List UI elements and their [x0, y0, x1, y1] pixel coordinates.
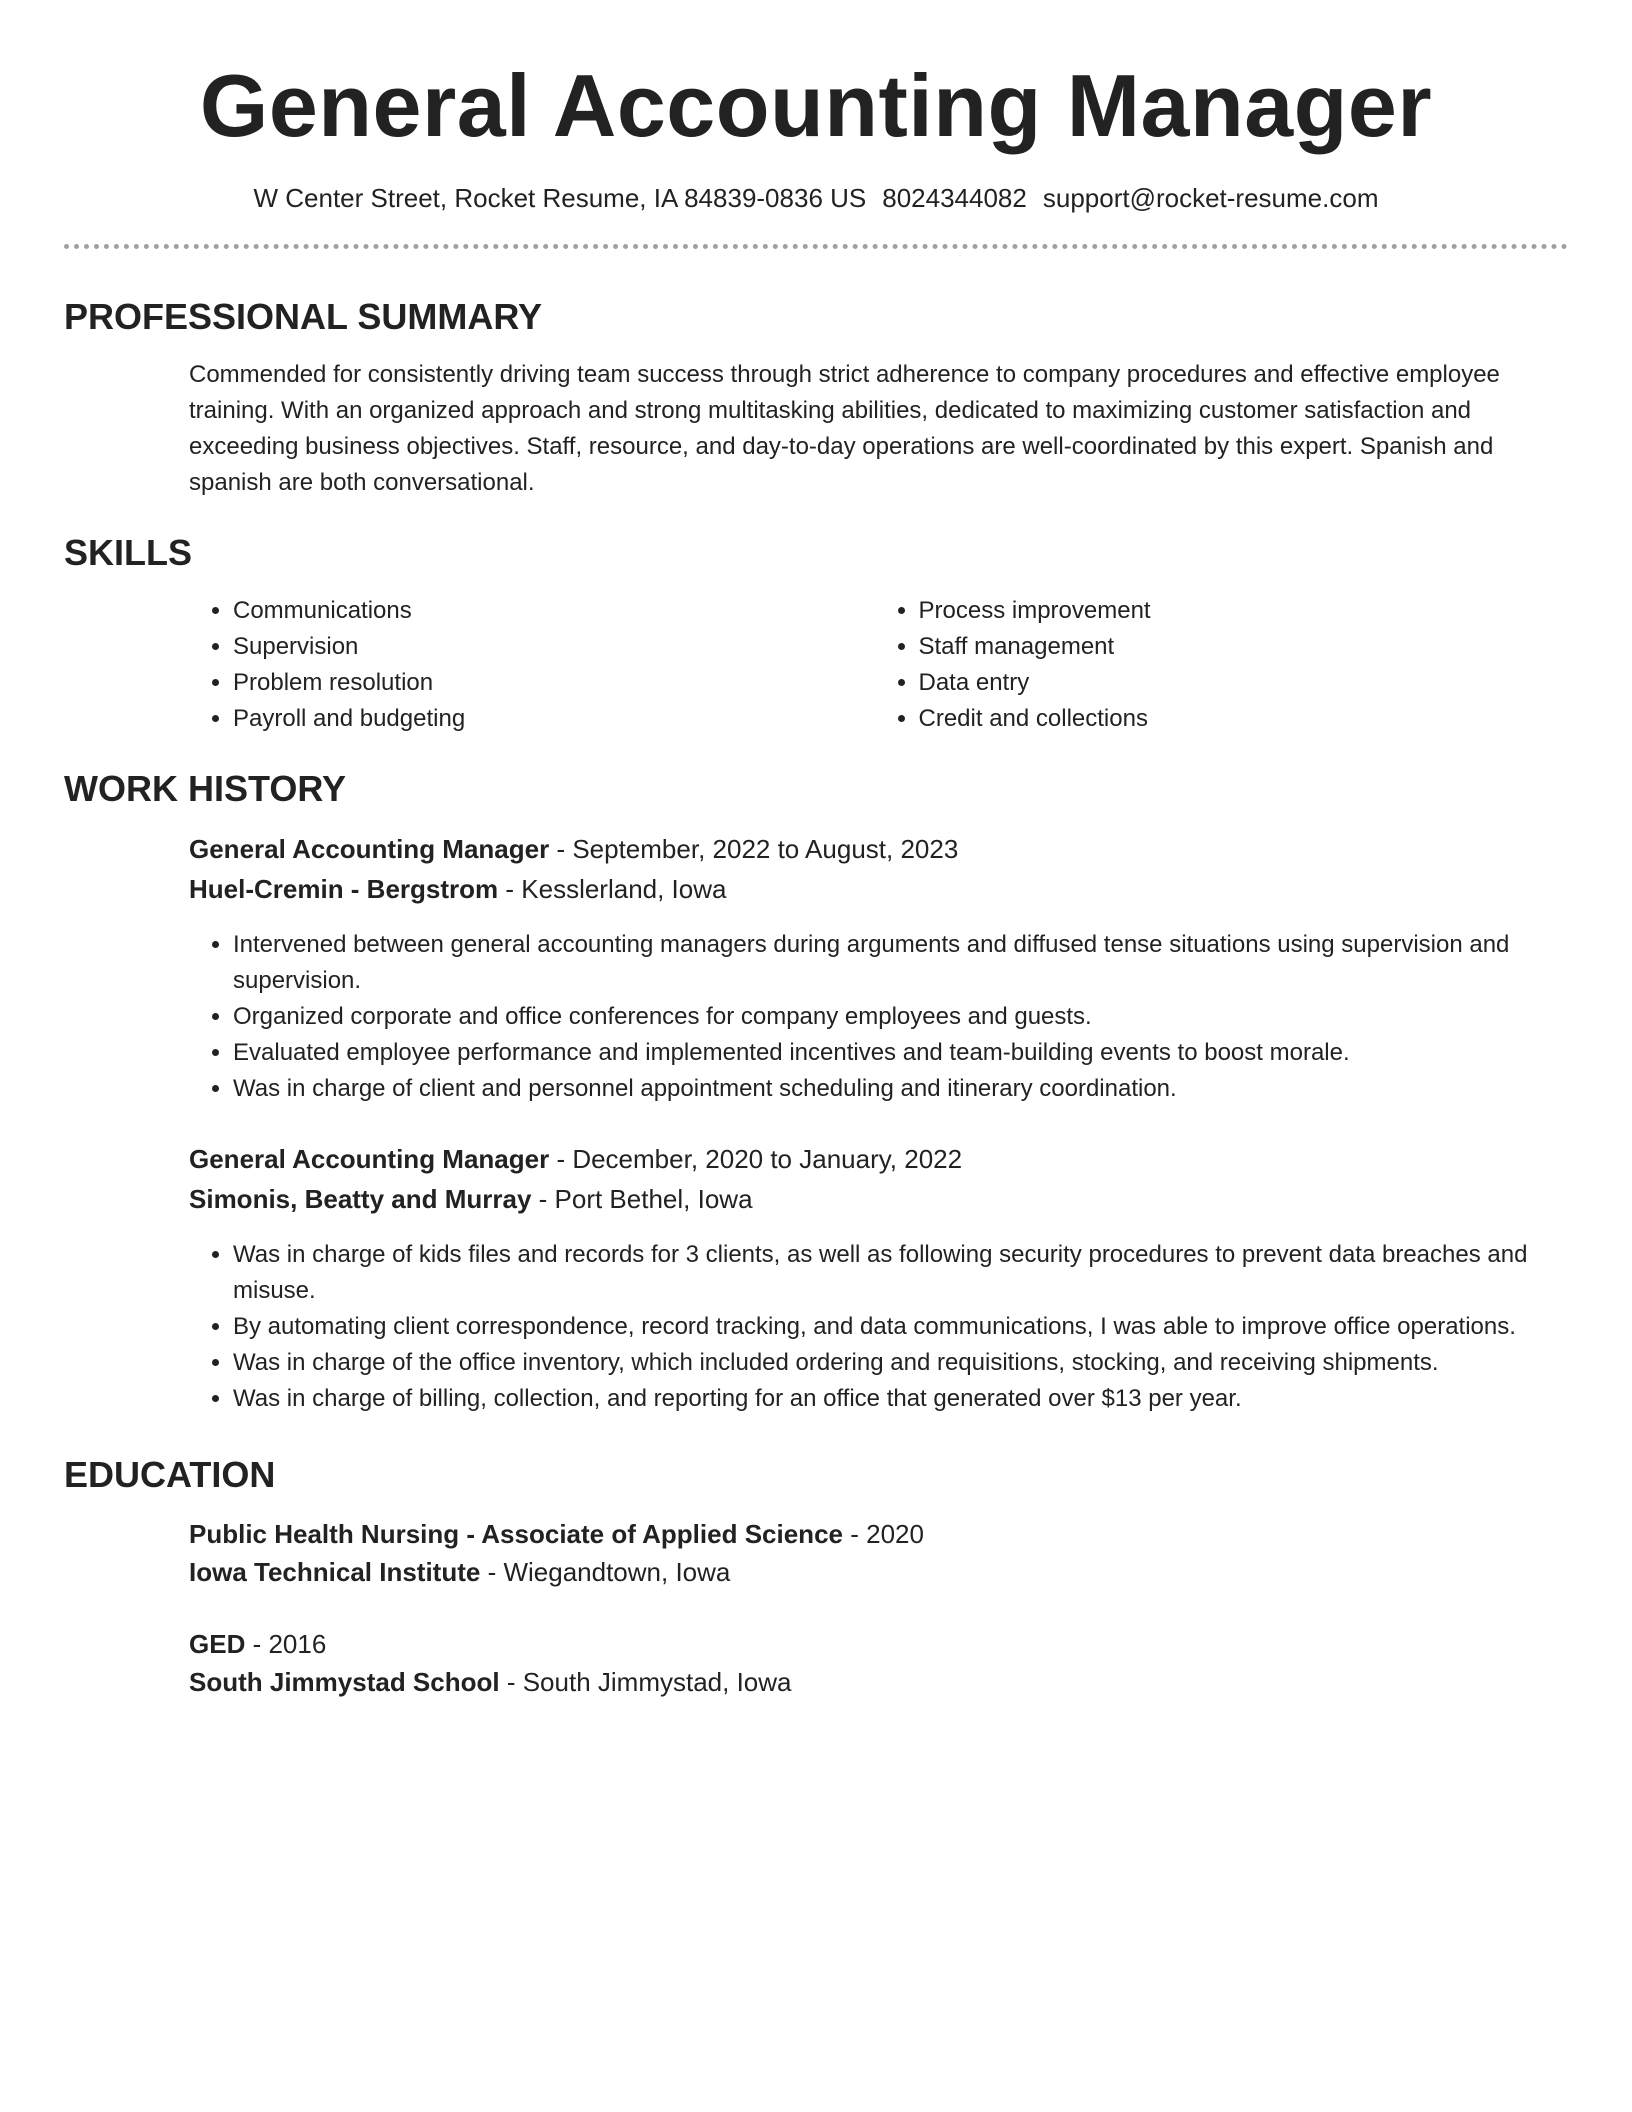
- skill-item: • Supervision: [233, 629, 875, 665]
- education-entry: [189, 1625, 1560, 1701]
- skills-heading: SKILLS: [64, 532, 193, 573]
- summary-section: [64, 293, 1568, 501]
- job-bullet: • Was in charge of the office inventory, which included ordering and requisitions, stocking, and receiving shipments.: [233, 1345, 1560, 1381]
- education-degree-line: [189, 1625, 1560, 1663]
- skill-item: • Payroll and budgeting: [233, 701, 875, 737]
- contact-email: support@rocket-resume.com: [1042, 183, 1379, 213]
- job-bullets: [189, 1237, 1560, 1417]
- contact-phone: 8024344082: [882, 183, 1027, 213]
- skill-item: • Data entry: [919, 665, 1561, 701]
- job-company: Simonis, Beatty and Murray: [189, 1184, 532, 1214]
- summary-text: Commended for consistently driving team success through strict adherence to company procedures and effective employee training. With an organized approach and strong multitasking abilities, dedicated to maximizing customer satisfaction and exceeding business objectives. Staff, resource, and day-to-day operations are well-coordinated by this expert. Spanish and spanish are both conversational.: [189, 361, 1500, 496]
- job-bullet: • Organized corporate and office conferences for company employees and guests.: [233, 999, 1560, 1035]
- education-location: - Wiegandtown, Iowa: [480, 1557, 731, 1587]
- education-year: - 2016: [245, 1629, 327, 1659]
- skill-item: • Process improvement: [919, 593, 1561, 629]
- job-title-line: [189, 829, 1560, 869]
- skill-item: • Communications: [233, 593, 875, 629]
- job-role: General Accounting Manager: [189, 1144, 550, 1174]
- job-role: General Accounting Manager: [189, 834, 550, 864]
- job-location: - Kesslerland, Iowa: [498, 874, 727, 904]
- job-dates: - December, 2020 to January, 2022: [549, 1144, 963, 1174]
- summary-body: [189, 357, 1560, 501]
- candidate-name: General Accounting Manager: [199, 56, 1433, 155]
- job-company: Huel-Cremin - Bergstrom: [189, 874, 499, 904]
- skill-item: • Problem resolution: [233, 665, 875, 701]
- header-divider: [64, 244, 1568, 249]
- job-entry: [189, 829, 1560, 1107]
- skills-column-right: [875, 593, 1561, 737]
- education-school: South Jimmystad School: [189, 1667, 500, 1697]
- job-company-line: [189, 1179, 1560, 1219]
- education-heading: EDUCATION: [64, 1454, 276, 1495]
- education-school-line: [189, 1553, 1560, 1591]
- skills-list: [189, 593, 1560, 737]
- job-bullet: • Was in charge of client and personnel appointment scheduling and itinerary coordination.: [233, 1071, 1560, 1107]
- job-bullet: • By automating client correspondence, record tracking, and data communications, I was able to improve office operations.: [233, 1309, 1560, 1345]
- job-dates: - September, 2022 to August, 2023: [549, 834, 959, 864]
- job-bullet: • Intervened between general accounting managers during arguments and diffused tense situations using supervision and supervision.: [233, 927, 1560, 999]
- education-school: Iowa Technical Institute: [189, 1557, 481, 1587]
- education-degree-line: [189, 1515, 1560, 1553]
- job-bullet: • Was in charge of kids files and records for 3 clients, as well as following security procedures to prevent data breaches and misuse.: [233, 1237, 1560, 1309]
- education-section: [64, 1451, 1568, 1701]
- job-location: - Port Bethel, Iowa: [531, 1184, 753, 1214]
- education-degree: GED: [189, 1629, 246, 1659]
- work-history-heading: WORK HISTORY: [64, 768, 347, 809]
- job-title-line: [189, 1139, 1560, 1179]
- education-school-line: [189, 1663, 1560, 1701]
- resume-header: [0, 0, 1632, 218]
- education-year: - 2020: [843, 1519, 924, 1549]
- education-body: [189, 1515, 1560, 1701]
- skill-item: • Staff management: [919, 629, 1561, 665]
- summary-heading: PROFESSIONAL SUMMARY: [64, 296, 543, 337]
- work-history-body: [189, 829, 1560, 1417]
- job-bullet: • Evaluated employee performance and implemented incentives and team-building events to boost morale.: [233, 1035, 1560, 1071]
- job-company-line: [189, 869, 1560, 909]
- contact-info: [0, 178, 1632, 218]
- skills-section: [64, 529, 1568, 737]
- education-entry: [189, 1515, 1560, 1591]
- job-bullets: [189, 927, 1560, 1107]
- job-entry: [189, 1139, 1560, 1417]
- skill-item: • Credit and collections: [919, 701, 1561, 737]
- education-location: - South Jimmystad, Iowa: [499, 1667, 792, 1697]
- contact-address: W Center Street, Rocket Resume, IA 84839-0836 US: [253, 183, 867, 213]
- skills-column-left: [189, 593, 875, 737]
- work-history-section: [64, 765, 1568, 1417]
- job-bullet: • Was in charge of billing, collection, and reporting for an office that generated over $13 per year.: [233, 1381, 1560, 1417]
- education-degree: Public Health Nursing - Associate of Applied Science: [189, 1519, 843, 1549]
